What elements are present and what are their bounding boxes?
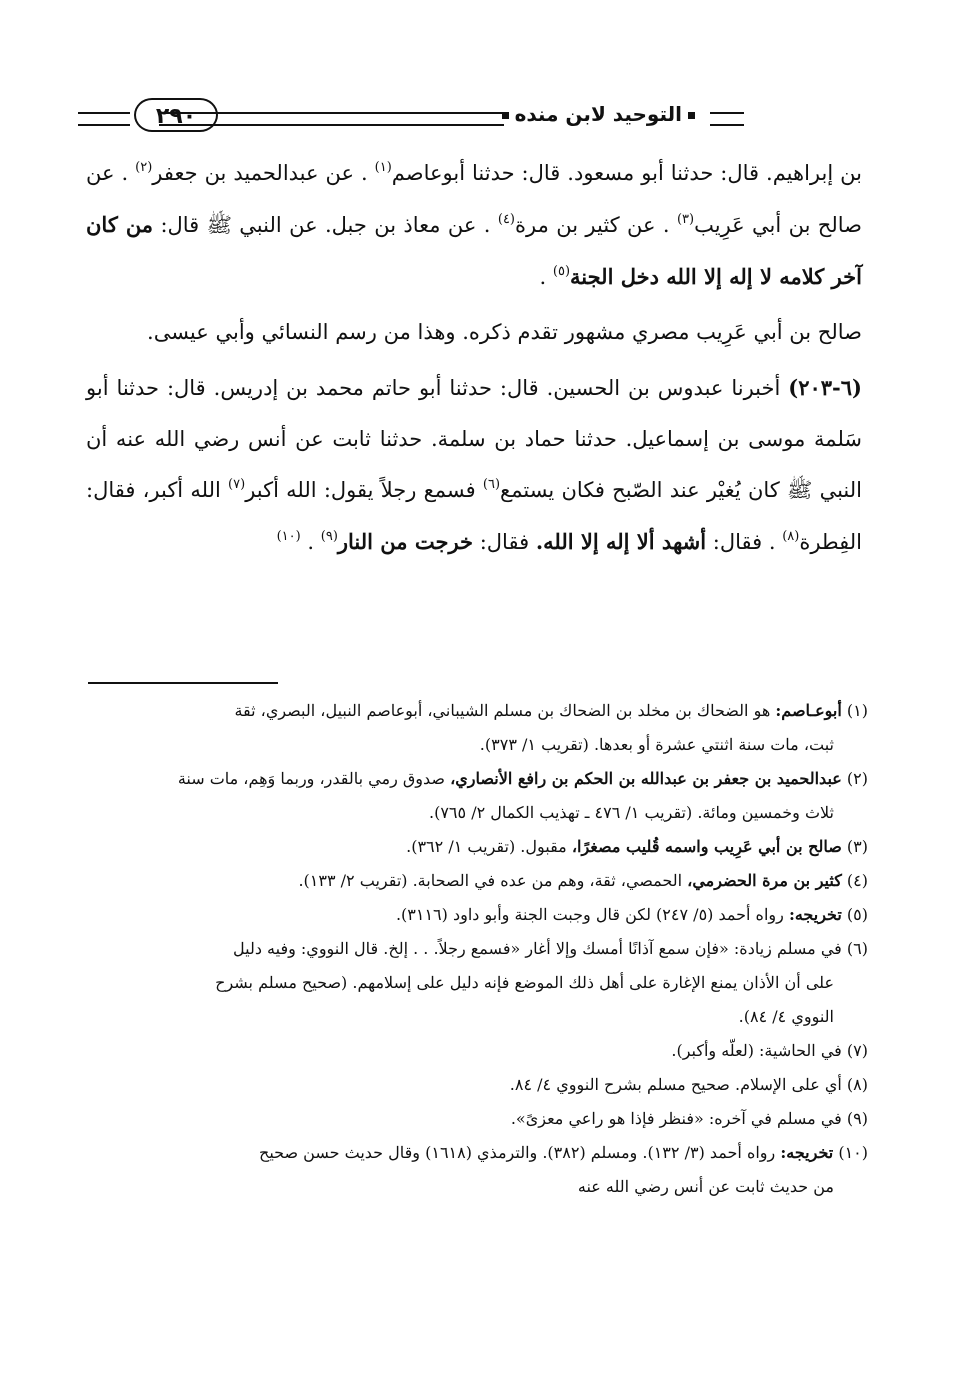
footnote-text: في مسلم في آخره: «فنظر فإذا هو راعي معزىً». bbox=[510, 1109, 842, 1128]
text-run: . bbox=[539, 265, 547, 289]
paragraph-comment: صالح بن أبي عَرِيب مصري مشهور تقدم ذكره. وهذا من رسم النسائي وأبي عيسى. bbox=[147, 320, 862, 344]
footnote-2 bbox=[86, 762, 868, 830]
footnote-text: صدوق رمي بالقدر، وربما وَهِم، مات سنة bbox=[177, 769, 445, 788]
hadith-number: (٦-٢٠٣) bbox=[788, 375, 862, 400]
footnote-number: (٢) bbox=[846, 769, 868, 788]
footnote-number: (٥) bbox=[846, 905, 868, 924]
footnote-text: رواه أحمد (٥/ ٢٤٧) لكن قال وجبت الجنة وأبو داود (٣١١٦). bbox=[395, 905, 784, 924]
footnote-ref[interactable]: (١) bbox=[374, 160, 392, 175]
text-run: . عن معاذ بن جبل. عن النبي ﷺ قال: bbox=[160, 213, 491, 237]
text-run: بن إبراهيم. قال: حدثنا أبو مسعود. قال: حدثنا أبوعاصم bbox=[391, 161, 862, 185]
footnote-label: صالح بن أبي عَرِيب واسمه قُليب مصغرًا، bbox=[571, 837, 842, 856]
hadith-text: من كان آخر كلامه لا إله إلا الله دخل الجنة bbox=[86, 212, 862, 289]
footnote-text: من حديث ثابت عن أنس رضي الله عنه bbox=[577, 1177, 834, 1196]
footnote-ref[interactable]: (٩) bbox=[320, 529, 338, 544]
footnote-label: كثير بن مرة الحضرمي، bbox=[687, 871, 842, 890]
footnote-9 bbox=[86, 1102, 868, 1136]
footnote-8 bbox=[86, 1068, 868, 1102]
footnote-ref[interactable]: (٣) bbox=[676, 212, 695, 227]
text-run: الله أكبر، فقال: الفِطرة bbox=[86, 478, 862, 554]
footnote-separator bbox=[88, 682, 278, 684]
running-header bbox=[78, 96, 866, 140]
footnote-1 bbox=[86, 694, 868, 762]
footnote-number: (٩) bbox=[846, 1109, 868, 1128]
footnote-text: في الحاشية: (لعلّه وأكبر). bbox=[671, 1041, 842, 1060]
page-number: ٢٩٠ bbox=[134, 98, 218, 132]
footnote-text: مقبول. (تقريب ١/ ٣٦٢). bbox=[406, 837, 567, 856]
text-run: . عن كثير بن مرة bbox=[515, 213, 670, 237]
text-run: . bbox=[307, 530, 315, 554]
footnote-label: تخريجه: bbox=[788, 905, 842, 924]
footnote-ref[interactable]: (٨) bbox=[782, 529, 800, 544]
footnote-number: (١٠) bbox=[838, 1143, 868, 1162]
footnote-ref[interactable]: (٤) bbox=[497, 212, 515, 227]
hadith-text: أشهد ألا إله إلا الله. bbox=[535, 529, 707, 554]
hadith-text: خرجت من النار bbox=[337, 529, 474, 554]
footnote-label: تخريجه: bbox=[780, 1143, 834, 1162]
footnote-ref[interactable]: (٦) bbox=[482, 477, 501, 492]
footnote-4 bbox=[86, 864, 868, 898]
footnote-text: على أن الأذان يمنع الإغارة على أهل ذلك الموضع فإنه دليل على إسلامهم. (صحيح مسلم بشرح bbox=[215, 973, 834, 992]
footnote-3 bbox=[86, 830, 868, 864]
footnote-text: في مسلم زيادة: «فإن سمع آذانًا أمسك وإلا أغار «فسمع رجلاً. . . إلخ. قال النووي: وفيه دليل bbox=[233, 939, 842, 958]
footnote-text: الحمصي، ثقة، وهم من عده في الصحابة. (تقريب ٢/ ١٣٣). bbox=[298, 871, 683, 890]
footnote-ref[interactable]: (٥) bbox=[552, 264, 571, 279]
footnote-text: النووي ٤/ ٨٤). bbox=[738, 1007, 834, 1026]
text-run: أخبرنا عبدوس بن الحسين. قال: حدثنا أبو حاتم محمد بن إدريس. قال: حدثنا أبو سَلمة موسى بن إسماعيل. حدثنا حماد بن سلمة. حدثنا ثابت عن أنس رضي الله عنه أن النبي ﷺ كان يُغيْر عند الصّبح فكان يستمع bbox=[86, 376, 862, 502]
paragraph-hadith bbox=[86, 362, 862, 568]
footnote-10 bbox=[86, 1136, 868, 1204]
footnote-number: (٣) bbox=[846, 837, 868, 856]
footnote-ref[interactable]: (٢) bbox=[135, 160, 153, 175]
footnotes bbox=[86, 694, 868, 1204]
footnote-text: ثبت، مات سنة اثنتي عشرة أو بعدها. (تقريب ١/ ٣٧٣). bbox=[479, 735, 834, 754]
main-text bbox=[86, 148, 862, 568]
footnote-number: (١) bbox=[846, 701, 868, 720]
footnote-ref[interactable]: (١٠) bbox=[276, 529, 301, 544]
book-title-text: التوحيد لابن منده bbox=[514, 102, 682, 126]
square-ornament-icon bbox=[688, 112, 695, 119]
text-run: . عن صالح بن أبي عَرِيب bbox=[86, 161, 862, 237]
text-run: فقال: bbox=[479, 530, 530, 554]
paragraph-isnad bbox=[86, 148, 862, 303]
footnote-6 bbox=[86, 932, 868, 1034]
footnote-text: هو الضحاك بن مخلد بن الضحاك بن مسلم الشيباني، أبوعاصم النبيل، البصري، ثقة bbox=[234, 701, 771, 720]
header-rule-right bbox=[710, 112, 744, 126]
footnote-ref[interactable]: (٧) bbox=[228, 477, 246, 492]
footnote-label: عبدالحميد بن جعفر بن عبدالله بن الحكم بن رافع الأنصاري، bbox=[450, 769, 842, 788]
text-run: . فقال: bbox=[712, 530, 776, 554]
footnote-text: رواه أحمد (٣/ ١٣٢). ومسلم (٣٨٢). والترمذي (١٦١٨) وقال حديث حسن صحيح bbox=[259, 1143, 776, 1162]
footnote-text: أي على الإسلام. صحيح مسلم بشرح النووي ٤/ ٨٤. bbox=[509, 1075, 842, 1094]
footnote-number: (٨) bbox=[846, 1075, 868, 1094]
footnote-number: (٧) bbox=[846, 1041, 868, 1060]
text-run: فسمع رجلاً يقول: الله أكبر bbox=[245, 478, 476, 502]
text-run: . عن عبدالحميد بن جعفر bbox=[152, 161, 368, 185]
footnote-text: ثلاث وخمسين ومائة. (تقريب ١/ ٤٧٦ ـ تهذيب الكمال ٢/ ٧٦٥). bbox=[429, 803, 834, 822]
footnote-number: (٤) bbox=[846, 871, 868, 890]
header-rule-left bbox=[78, 112, 130, 126]
footnote-number: (٦) bbox=[846, 939, 868, 958]
footnote-5 bbox=[86, 898, 868, 932]
book-title bbox=[514, 102, 701, 126]
footnote-7 bbox=[86, 1034, 868, 1068]
footnote-label: أبوعـاصم: bbox=[775, 701, 842, 720]
